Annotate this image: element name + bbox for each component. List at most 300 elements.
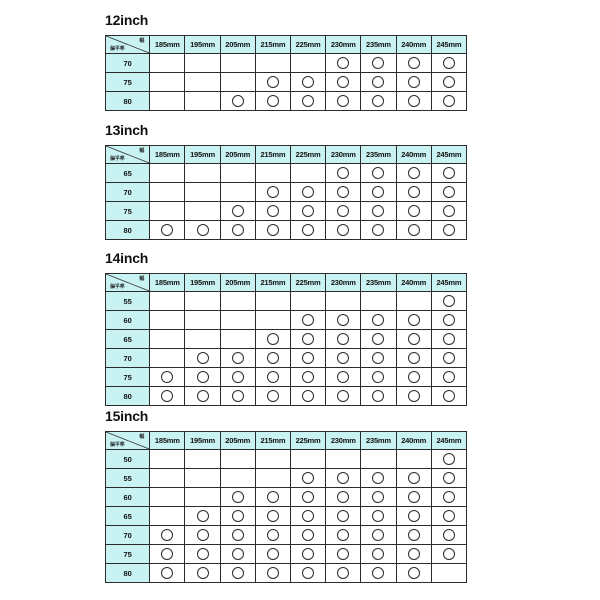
corner-cell xyxy=(106,146,150,164)
available-circle-icon xyxy=(372,567,384,579)
availability-cell xyxy=(396,54,431,73)
availability-cell xyxy=(220,92,255,111)
header-row xyxy=(106,432,467,450)
column-header: 230mm xyxy=(326,146,361,164)
available-circle-icon xyxy=(408,76,420,88)
availability-cell xyxy=(431,54,466,73)
row-header: 50 xyxy=(106,450,150,469)
available-circle-icon xyxy=(408,186,420,198)
availability-cell xyxy=(361,164,396,183)
available-circle-icon xyxy=(372,167,384,179)
table-row xyxy=(106,488,467,507)
table-row xyxy=(106,564,467,583)
available-circle-icon xyxy=(302,371,314,383)
available-circle-icon xyxy=(443,295,455,307)
available-circle-icon xyxy=(302,95,314,107)
column-header: 245mm xyxy=(431,36,466,54)
available-circle-icon xyxy=(267,186,279,198)
availability-cell xyxy=(220,545,255,564)
available-circle-icon xyxy=(337,333,349,345)
availability-cell xyxy=(326,202,361,221)
availability-cell xyxy=(431,469,466,488)
availability-cell xyxy=(396,564,431,583)
availability-cell xyxy=(185,349,220,368)
available-circle-icon xyxy=(302,529,314,541)
column-header: 215mm xyxy=(255,146,290,164)
availability-cell xyxy=(290,330,325,349)
availability-cell xyxy=(255,92,290,111)
section-title: 12inch xyxy=(105,12,149,28)
availability-cell xyxy=(326,164,361,183)
column-header: 215mm xyxy=(255,36,290,54)
available-circle-icon xyxy=(302,205,314,217)
availability-cell xyxy=(326,387,361,406)
availability-cell xyxy=(431,164,466,183)
availability-cell xyxy=(150,92,185,111)
availability-cell xyxy=(361,450,396,469)
availability-cell xyxy=(150,368,185,387)
availability-cell xyxy=(326,73,361,92)
available-circle-icon xyxy=(372,491,384,503)
column-header: 195mm xyxy=(185,36,220,54)
availability-cell xyxy=(150,526,185,545)
availability-cell xyxy=(396,330,431,349)
available-circle-icon xyxy=(372,205,384,217)
available-circle-icon xyxy=(337,95,349,107)
available-circle-icon xyxy=(372,57,384,69)
row-header: 70 xyxy=(106,349,150,368)
available-circle-icon xyxy=(443,491,455,503)
column-header: 215mm xyxy=(255,274,290,292)
availability-cell xyxy=(255,368,290,387)
table-row xyxy=(106,450,467,469)
availability-cell xyxy=(220,368,255,387)
availability-cell xyxy=(220,183,255,202)
availability-cell xyxy=(150,183,185,202)
availability-cell xyxy=(326,526,361,545)
availability-cell xyxy=(290,368,325,387)
row-header: 70 xyxy=(106,183,150,202)
availability-cell xyxy=(326,311,361,330)
available-circle-icon xyxy=(337,567,349,579)
availability-cell xyxy=(255,221,290,240)
availability-cell xyxy=(361,92,396,111)
column-header: 225mm xyxy=(290,36,325,54)
availability-cell xyxy=(361,183,396,202)
size-section xyxy=(105,408,467,583)
available-circle-icon xyxy=(408,548,420,560)
available-circle-icon xyxy=(267,224,279,236)
availability-cell xyxy=(290,292,325,311)
availability-cell xyxy=(361,221,396,240)
availability-cell xyxy=(220,202,255,221)
availability-cell xyxy=(150,330,185,349)
table-row xyxy=(106,387,467,406)
row-header: 75 xyxy=(106,202,150,221)
availability-cell xyxy=(361,368,396,387)
available-circle-icon xyxy=(443,167,455,179)
availability-cell xyxy=(255,292,290,311)
availability-cell xyxy=(431,507,466,526)
availability-cell xyxy=(431,564,466,583)
availability-cell xyxy=(185,164,220,183)
available-circle-icon xyxy=(337,548,349,560)
size-table xyxy=(105,431,467,583)
availability-cell xyxy=(255,54,290,73)
table-row xyxy=(106,507,467,526)
availability-cell xyxy=(431,92,466,111)
corner-aspect-label: 偏平率 xyxy=(110,442,125,448)
availability-cell xyxy=(396,164,431,183)
available-circle-icon xyxy=(267,352,279,364)
available-circle-icon xyxy=(408,314,420,326)
available-circle-icon xyxy=(232,491,244,503)
available-circle-icon xyxy=(408,510,420,522)
available-circle-icon xyxy=(337,510,349,522)
column-header: 205mm xyxy=(220,146,255,164)
availability-cell xyxy=(431,202,466,221)
availability-cell xyxy=(290,183,325,202)
available-circle-icon xyxy=(337,352,349,364)
availability-cell xyxy=(396,488,431,507)
availability-cell xyxy=(185,507,220,526)
corner-aspect-label: 偏平率 xyxy=(110,46,125,52)
availability-cell xyxy=(150,469,185,488)
available-circle-icon xyxy=(443,371,455,383)
availability-cell xyxy=(396,221,431,240)
table-row xyxy=(106,221,467,240)
available-circle-icon xyxy=(232,352,244,364)
column-header: 185mm xyxy=(150,36,185,54)
table-row xyxy=(106,469,467,488)
available-circle-icon xyxy=(408,472,420,484)
availability-cell xyxy=(150,450,185,469)
availability-cell xyxy=(326,54,361,73)
table-row xyxy=(106,368,467,387)
available-circle-icon xyxy=(232,371,244,383)
available-circle-icon xyxy=(372,352,384,364)
availability-cell xyxy=(431,330,466,349)
available-circle-icon xyxy=(443,186,455,198)
availability-cell xyxy=(290,450,325,469)
availability-cell xyxy=(255,349,290,368)
availability-cell xyxy=(361,526,396,545)
available-circle-icon xyxy=(372,95,384,107)
availability-cell xyxy=(220,73,255,92)
availability-cell xyxy=(220,507,255,526)
availability-cell xyxy=(150,488,185,507)
availability-cell xyxy=(255,164,290,183)
column-header: 245mm xyxy=(431,146,466,164)
corner-width-label: 幅 xyxy=(139,276,145,282)
available-circle-icon xyxy=(443,548,455,560)
available-circle-icon xyxy=(232,548,244,560)
availability-cell xyxy=(185,488,220,507)
availability-cell xyxy=(220,349,255,368)
available-circle-icon xyxy=(372,186,384,198)
available-circle-icon xyxy=(302,491,314,503)
available-circle-icon xyxy=(302,76,314,88)
column-header: 230mm xyxy=(326,36,361,54)
column-header: 185mm xyxy=(150,432,185,450)
section-title: 15inch xyxy=(105,408,149,424)
availability-cell xyxy=(431,73,466,92)
availability-cell xyxy=(185,450,220,469)
availability-cell xyxy=(396,183,431,202)
table-row xyxy=(106,292,467,311)
availability-cell xyxy=(220,292,255,311)
available-circle-icon xyxy=(408,567,420,579)
available-circle-icon xyxy=(337,472,349,484)
header-row xyxy=(106,36,467,54)
column-header: 245mm xyxy=(431,274,466,292)
availability-cell xyxy=(396,368,431,387)
availability-cell xyxy=(220,164,255,183)
column-header: 240mm xyxy=(396,432,431,450)
available-circle-icon xyxy=(161,567,173,579)
available-circle-icon xyxy=(408,205,420,217)
table-row xyxy=(106,545,467,564)
availability-cell xyxy=(290,73,325,92)
column-header: 225mm xyxy=(290,432,325,450)
availability-cell xyxy=(220,311,255,330)
availability-cell xyxy=(255,526,290,545)
available-circle-icon xyxy=(372,510,384,522)
row-header: 80 xyxy=(106,387,150,406)
available-circle-icon xyxy=(161,390,173,402)
corner-width-label: 幅 xyxy=(139,148,145,154)
available-circle-icon xyxy=(443,510,455,522)
availability-cell xyxy=(290,526,325,545)
availability-cell xyxy=(150,545,185,564)
availability-cell xyxy=(150,564,185,583)
row-header: 60 xyxy=(106,311,150,330)
available-circle-icon xyxy=(372,548,384,560)
availability-cell xyxy=(396,311,431,330)
available-circle-icon xyxy=(337,57,349,69)
available-circle-icon xyxy=(408,57,420,69)
available-circle-icon xyxy=(443,76,455,88)
availability-cell xyxy=(361,488,396,507)
table-row xyxy=(106,164,467,183)
availability-cell xyxy=(150,387,185,406)
availability-cell xyxy=(431,488,466,507)
available-circle-icon xyxy=(372,314,384,326)
table-row xyxy=(106,92,467,111)
table-row xyxy=(106,54,467,73)
available-circle-icon xyxy=(267,76,279,88)
table-row xyxy=(106,311,467,330)
availability-cell xyxy=(290,349,325,368)
availability-cell xyxy=(396,202,431,221)
table-row xyxy=(106,330,467,349)
availability-cell xyxy=(396,349,431,368)
available-circle-icon xyxy=(267,333,279,345)
available-circle-icon xyxy=(408,529,420,541)
row-header: 80 xyxy=(106,221,150,240)
available-circle-icon xyxy=(232,567,244,579)
available-circle-icon xyxy=(197,567,209,579)
available-circle-icon xyxy=(302,224,314,236)
availability-cell xyxy=(185,183,220,202)
availability-cell xyxy=(150,292,185,311)
availability-cell xyxy=(326,450,361,469)
availability-cell xyxy=(255,488,290,507)
availability-cell xyxy=(326,349,361,368)
available-circle-icon xyxy=(161,548,173,560)
availability-cell xyxy=(185,202,220,221)
available-circle-icon xyxy=(302,510,314,522)
header-row xyxy=(106,274,467,292)
available-circle-icon xyxy=(302,567,314,579)
row-header: 75 xyxy=(106,73,150,92)
availability-cell xyxy=(185,292,220,311)
table-row xyxy=(106,202,467,221)
column-header: 235mm xyxy=(361,274,396,292)
section-title: 14inch xyxy=(105,250,149,266)
table-row xyxy=(106,526,467,545)
availability-cell xyxy=(361,507,396,526)
availability-cell xyxy=(361,469,396,488)
availability-cell xyxy=(326,564,361,583)
available-circle-icon xyxy=(408,333,420,345)
availability-cell xyxy=(185,564,220,583)
available-circle-icon xyxy=(267,371,279,383)
available-circle-icon xyxy=(302,314,314,326)
availability-cell xyxy=(361,349,396,368)
available-circle-icon xyxy=(197,529,209,541)
availability-cell xyxy=(361,54,396,73)
availability-cell xyxy=(150,54,185,73)
size-table xyxy=(105,273,467,406)
availability-cell xyxy=(290,488,325,507)
availability-cell xyxy=(150,73,185,92)
row-header: 80 xyxy=(106,564,150,583)
availability-cell xyxy=(255,469,290,488)
availability-cell xyxy=(185,92,220,111)
availability-cell xyxy=(150,507,185,526)
section-title: 13inch xyxy=(105,122,149,138)
available-circle-icon xyxy=(443,472,455,484)
availability-cell xyxy=(326,292,361,311)
availability-cell xyxy=(431,311,466,330)
available-circle-icon xyxy=(372,472,384,484)
available-circle-icon xyxy=(161,529,173,541)
available-circle-icon xyxy=(302,352,314,364)
availability-cell xyxy=(326,92,361,111)
availability-cell xyxy=(150,164,185,183)
row-header: 65 xyxy=(106,507,150,526)
available-circle-icon xyxy=(302,186,314,198)
size-section xyxy=(105,250,467,406)
available-circle-icon xyxy=(408,224,420,236)
column-header: 235mm xyxy=(361,146,396,164)
availability-cell xyxy=(185,526,220,545)
row-header: 55 xyxy=(106,469,150,488)
availability-cell xyxy=(185,330,220,349)
availability-cell xyxy=(255,73,290,92)
availability-cell xyxy=(220,221,255,240)
availability-cell xyxy=(220,469,255,488)
availability-cell xyxy=(326,368,361,387)
column-header: 235mm xyxy=(361,432,396,450)
availability-cell xyxy=(431,545,466,564)
availability-cell xyxy=(431,292,466,311)
availability-cell xyxy=(185,311,220,330)
availability-cell xyxy=(185,387,220,406)
available-circle-icon xyxy=(267,491,279,503)
available-circle-icon xyxy=(408,95,420,107)
availability-cell xyxy=(290,164,325,183)
column-header: 215mm xyxy=(255,432,290,450)
available-circle-icon xyxy=(232,95,244,107)
corner-width-label: 幅 xyxy=(139,38,145,44)
available-circle-icon xyxy=(443,352,455,364)
availability-cell xyxy=(396,292,431,311)
availability-cell xyxy=(361,545,396,564)
available-circle-icon xyxy=(267,95,279,107)
column-header: 185mm xyxy=(150,146,185,164)
row-header: 75 xyxy=(106,545,150,564)
availability-cell xyxy=(396,507,431,526)
available-circle-icon xyxy=(232,205,244,217)
row-header: 75 xyxy=(106,368,150,387)
availability-cell xyxy=(150,311,185,330)
available-circle-icon xyxy=(337,186,349,198)
column-header: 195mm xyxy=(185,432,220,450)
availability-cell xyxy=(361,330,396,349)
availability-cell xyxy=(150,349,185,368)
column-header: 205mm xyxy=(220,432,255,450)
available-circle-icon xyxy=(372,76,384,88)
table-row xyxy=(106,349,467,368)
availability-cell xyxy=(431,387,466,406)
available-circle-icon xyxy=(232,529,244,541)
availability-cell xyxy=(220,488,255,507)
corner-cell xyxy=(106,274,150,292)
column-header: 195mm xyxy=(185,274,220,292)
column-header: 205mm xyxy=(220,274,255,292)
available-circle-icon xyxy=(267,548,279,560)
available-circle-icon xyxy=(337,529,349,541)
availability-cell xyxy=(396,450,431,469)
available-circle-icon xyxy=(267,510,279,522)
availability-cell xyxy=(185,221,220,240)
availability-cell xyxy=(431,450,466,469)
availability-cell xyxy=(431,526,466,545)
table-row xyxy=(106,183,467,202)
available-circle-icon xyxy=(197,390,209,402)
column-header: 240mm xyxy=(396,146,431,164)
available-circle-icon xyxy=(267,390,279,402)
available-circle-icon xyxy=(267,205,279,217)
availability-cell xyxy=(326,545,361,564)
row-header: 65 xyxy=(106,164,150,183)
availability-cell xyxy=(185,469,220,488)
availability-cell xyxy=(185,368,220,387)
available-circle-icon xyxy=(267,567,279,579)
availability-cell xyxy=(220,330,255,349)
availability-cell xyxy=(255,311,290,330)
corner-cell xyxy=(106,36,150,54)
available-circle-icon xyxy=(408,167,420,179)
available-circle-icon xyxy=(443,333,455,345)
available-circle-icon xyxy=(337,371,349,383)
availability-cell xyxy=(255,202,290,221)
available-circle-icon xyxy=(337,167,349,179)
availability-cell xyxy=(220,564,255,583)
availability-cell xyxy=(431,221,466,240)
